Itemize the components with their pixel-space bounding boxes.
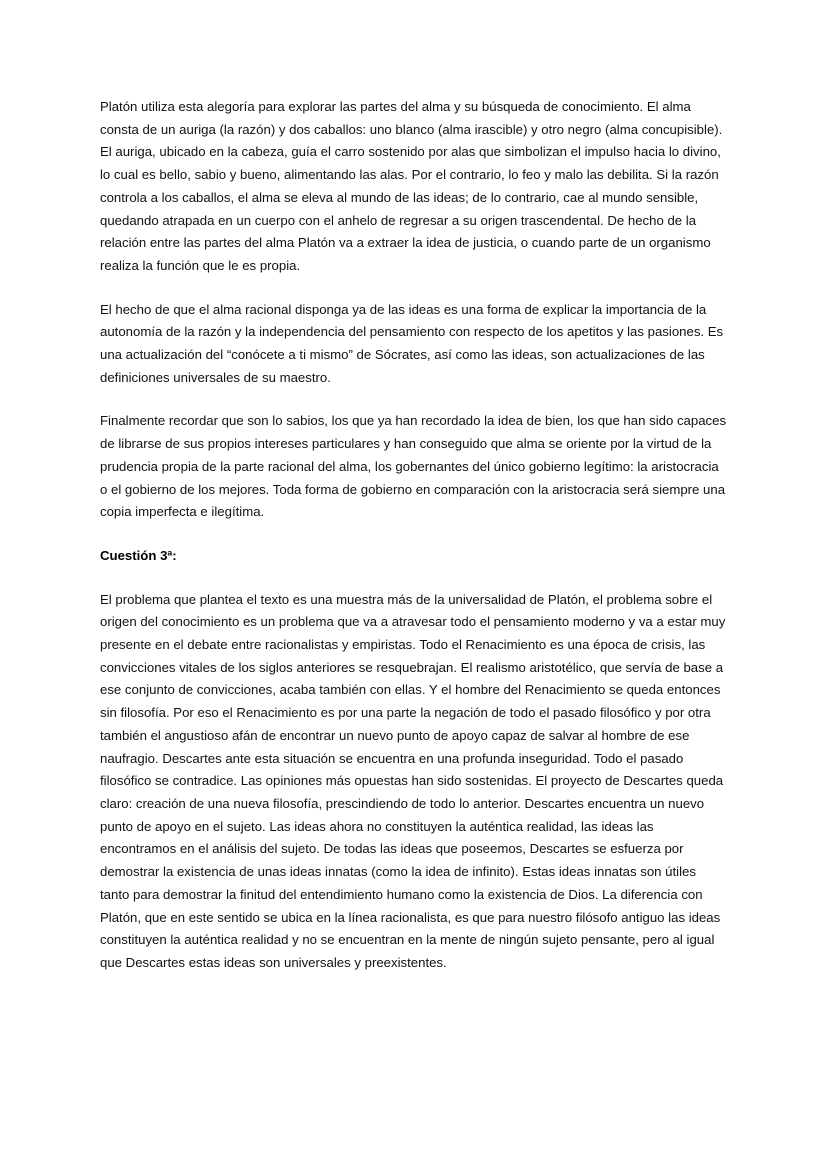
paragraph-alma-racional-ideas: El hecho de que el alma racional disponga ya de las ideas es una forma de explicar la importancia de la autonomía de la razón y la independencia del pensamiento con respecto de los apetitos y las pasiones. Es una actualización del “conócete a ti mismo” de Sócrates, así como las ideas, son actualizaciones de las definiciones universales de su maestro. [100, 301, 724, 385]
heading-cuestion-3: Cuestión 3ª: [100, 547, 177, 563]
paragraph-alegoria-carro-alado: Platón utiliza esta alegoría para explorar las partes del alma y su búsqueda de conocimiento. El alma consta de un auriga (la razón) y dos caballos: uno blanco (alma irascible) y otro negro (alma concupisible). El auriga, ubicado en la cabeza, guía el carro sostenido por alas que simbolizan el impulso hacia lo divino, lo cual es bello, sabio y bueno, alimentando las alas. Por el contrario, lo feo y malo las debilita. Si la razón controla a los caballos, el alma se eleva al mundo de las ideas; de lo contrario, cae al mundo sensible, quedando atrapada en un cuerpo con el anhelo de regresar a su origen trascendental. De hecho de la relación entre las partes del alma Platón va a extraer la idea de justicia, o cuando parte de un organismo realiza la función que le es propia. [100, 99, 723, 273]
paragraph-cuestion-3-respuesta: El problema que plantea el texto es una muestra más de la universalidad de Platón, el problema sobre el origen del conocimiento es un problema que va a atravesar todo el pensamiento moderno y va a estar muy presente en el debate entre racionalistas y empiristas. Todo el Renacimiento es una época de crisis, las convicciones vitales de los siglos anteriores se resquebrajan. El realismo aristotélico, que servía de base a ese conjunto de convicciones, acaba también con ellas. Y el hombre del Renacimiento se queda entonces sin filosofía. Por eso el Renacimiento es por una parte la negación de todo el pasado filosófico y por otra también el angustioso afán de encontrar un nuevo punto de apoyo capaz de salvar al hombre de ese naufragio. Descartes ante esta situación se encuentra en una profunda inseguridad. Todo el pasado filosófico se contradice. Las opiniones más opuestas han sido sostenidas. El proyecto de Descartes queda claro: creación de una nueva filosofía, prescindiendo de todo lo anterior. Descartes encuentra un nuevo punto de apoyo en el sujeto. Las ideas ahora no constituyen la auténtica realidad, las ideas las encontramos en el análisis del sujeto. De todas las ideas que poseemos, Descartes se esfuerza por demostrar la existencia de unas ideas innatas (como la idea de infinito). Estas ideas innatas son útiles tanto para demostrar la finitud del entendimiento humano como la existencia de Dios. La diferencia con Platón, que en este sentido se ubica en la línea racionalista, es que para nuestro filósofo antiguo las ideas constituyen la auténtica realidad y no se encuentran en la mente de ningún sujeto pensante, pero al igual que Descartes estas ideas son universales y preexistentes. [100, 591, 726, 970]
paragraph-sabios-aristocracia: Finalmente recordar que son lo sabios, los que ya han recordado la idea de bien, los que han sido capaces de librarse de sus propios intereses particulares y han conseguido que alma se oriente por la virtud de la prudencia propia de la parte racional del alma, los gobernantes del único gobierno legítimo: la aristocracia o el gobierno de los mejores. Toda forma de gobierno en comparación con la aristocracia será siempre una copia imperfecta e ilegítima. [100, 413, 727, 520]
document-body [100, 96, 728, 975]
